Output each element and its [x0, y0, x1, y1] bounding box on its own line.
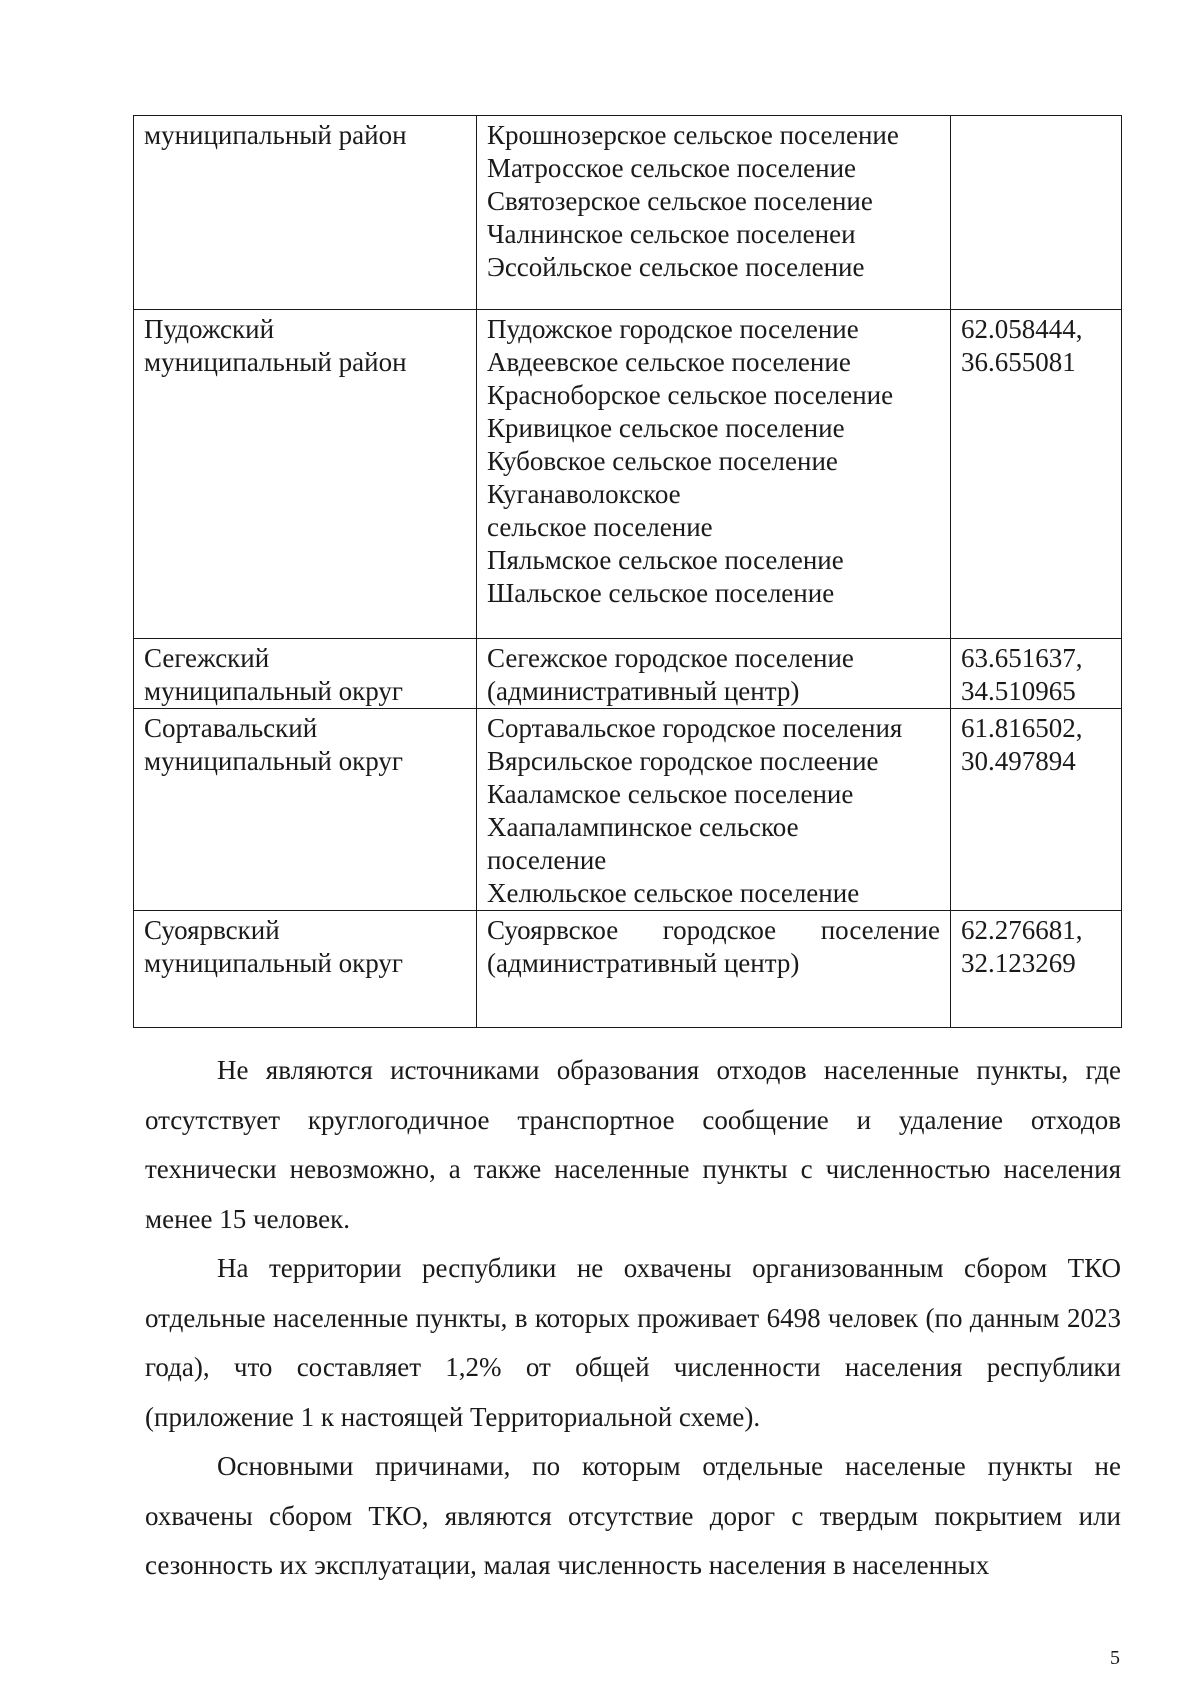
settlement-name: Эссойльское сельское поселение [487, 252, 865, 282]
settlement-name: Чалнинское сельское поселенеи [487, 219, 856, 249]
settlement-name: Крошнозерское сельское поселение [487, 120, 899, 150]
coordinates-cell [951, 709, 1122, 911]
district-type: муниципальный район [144, 347, 407, 377]
settlement-name: Кааламское сельское поселение [487, 779, 854, 809]
settlement-note: (административный центр) [487, 676, 800, 706]
table-row [134, 639, 1122, 709]
page-number: 5 [1110, 1647, 1120, 1669]
settlements-cell [477, 709, 951, 911]
district-cell [134, 310, 477, 639]
district-type: муниципальный округ [144, 746, 403, 776]
settlement-name: Пяльмское сельское поселение [487, 545, 844, 575]
district-cell [134, 639, 477, 709]
body-paragraph: На территории республики не охвачены организованным сбором ТКО отдельные населенные пункты, в которых проживает 6498 человек (по данным 2023 года), что составляет 1,2% от общей численности населения республики (приложение 1 к настоящей Территориальной схеме). [145, 1253, 1121, 1432]
longitude: 30.497894 [961, 746, 1076, 776]
longitude: 36.655081 [961, 347, 1076, 377]
settlement-name: Хаапалампинское сельское поселение [487, 812, 799, 875]
settlement-name: Сегежское городское поселение [487, 643, 854, 673]
table-row [134, 116, 1122, 310]
latitude: 63.651637, [961, 643, 1083, 673]
settlements-cell [477, 911, 951, 1028]
coordinates-cell [951, 116, 1122, 310]
settlement-name: Куганаволокское сельское поселение [487, 479, 713, 542]
coordinates-cell [951, 911, 1122, 1028]
latitude: 61.816502, [961, 713, 1083, 743]
table-row [134, 911, 1122, 1028]
settlement-name: Сортавальское городское поселения [487, 713, 903, 743]
district-cell [134, 116, 477, 310]
coordinates-cell [951, 639, 1122, 709]
district-name: муниципальный район [144, 120, 407, 150]
district-cell [134, 911, 477, 1028]
settlement-name: Кривицкое сельское поселение [487, 413, 845, 443]
longitude: 34.510965 [961, 676, 1076, 706]
district-name: Сортавальский [144, 713, 318, 743]
settlement-name: Хелюльское сельское поселение [487, 878, 860, 908]
coordinates-cell [951, 310, 1122, 639]
settlement-name: Шальское сельское поселение [487, 578, 835, 608]
settlements-cell [477, 116, 951, 310]
district-name: Сегежский [144, 643, 270, 673]
settlement-name: Красноборское сельское поселение [487, 380, 894, 410]
settlements-cell [477, 639, 951, 709]
municipal-units-table [133, 115, 1122, 1028]
latitude: 62.058444, [961, 314, 1083, 344]
body-paragraph: Основными причинами, по которым отдельные населеные пункты не охвачены сбором ТКО, являются отсутствие дорог с твердым покрытием или сезонность их эксплуатации, малая численность населения в населенных [145, 1451, 1121, 1580]
settlement-name: Авдеевское сельское поселение [487, 347, 851, 377]
district-type: муниципальный округ [144, 948, 403, 978]
table-row [134, 310, 1122, 639]
district-name: Пудожский [144, 314, 275, 344]
settlement-name: Святозерское сельское поселение [487, 186, 873, 216]
table-row [134, 709, 1122, 911]
settlement-name: Суоярвское городское поселение [487, 915, 940, 945]
settlement-name: Пудожское городское поселение [487, 314, 859, 344]
district-type: муниципальный округ [144, 676, 403, 706]
district-cell [134, 709, 477, 911]
settlement-name: Матросское сельское поселение [487, 153, 857, 183]
latitude: 62.276681, [961, 915, 1083, 945]
longitude: 32.123269 [961, 948, 1076, 978]
district-name: Суоярвский [144, 915, 280, 945]
settlement-note: (административный центр) [487, 948, 800, 978]
settlement-name: Вярсильское городское послеение [487, 746, 879, 776]
settlements-cell [477, 310, 951, 639]
settlement-name: Кубовское сельское поселение [487, 446, 838, 476]
body-paragraph: Не являются источниками образования отходов населенные пункты, где отсутствует круглогодичное транспортное сообщение и удаление отходов технически невозможно, а также населенные пункты с численностью населения менее 15 человек. [145, 1055, 1121, 1234]
